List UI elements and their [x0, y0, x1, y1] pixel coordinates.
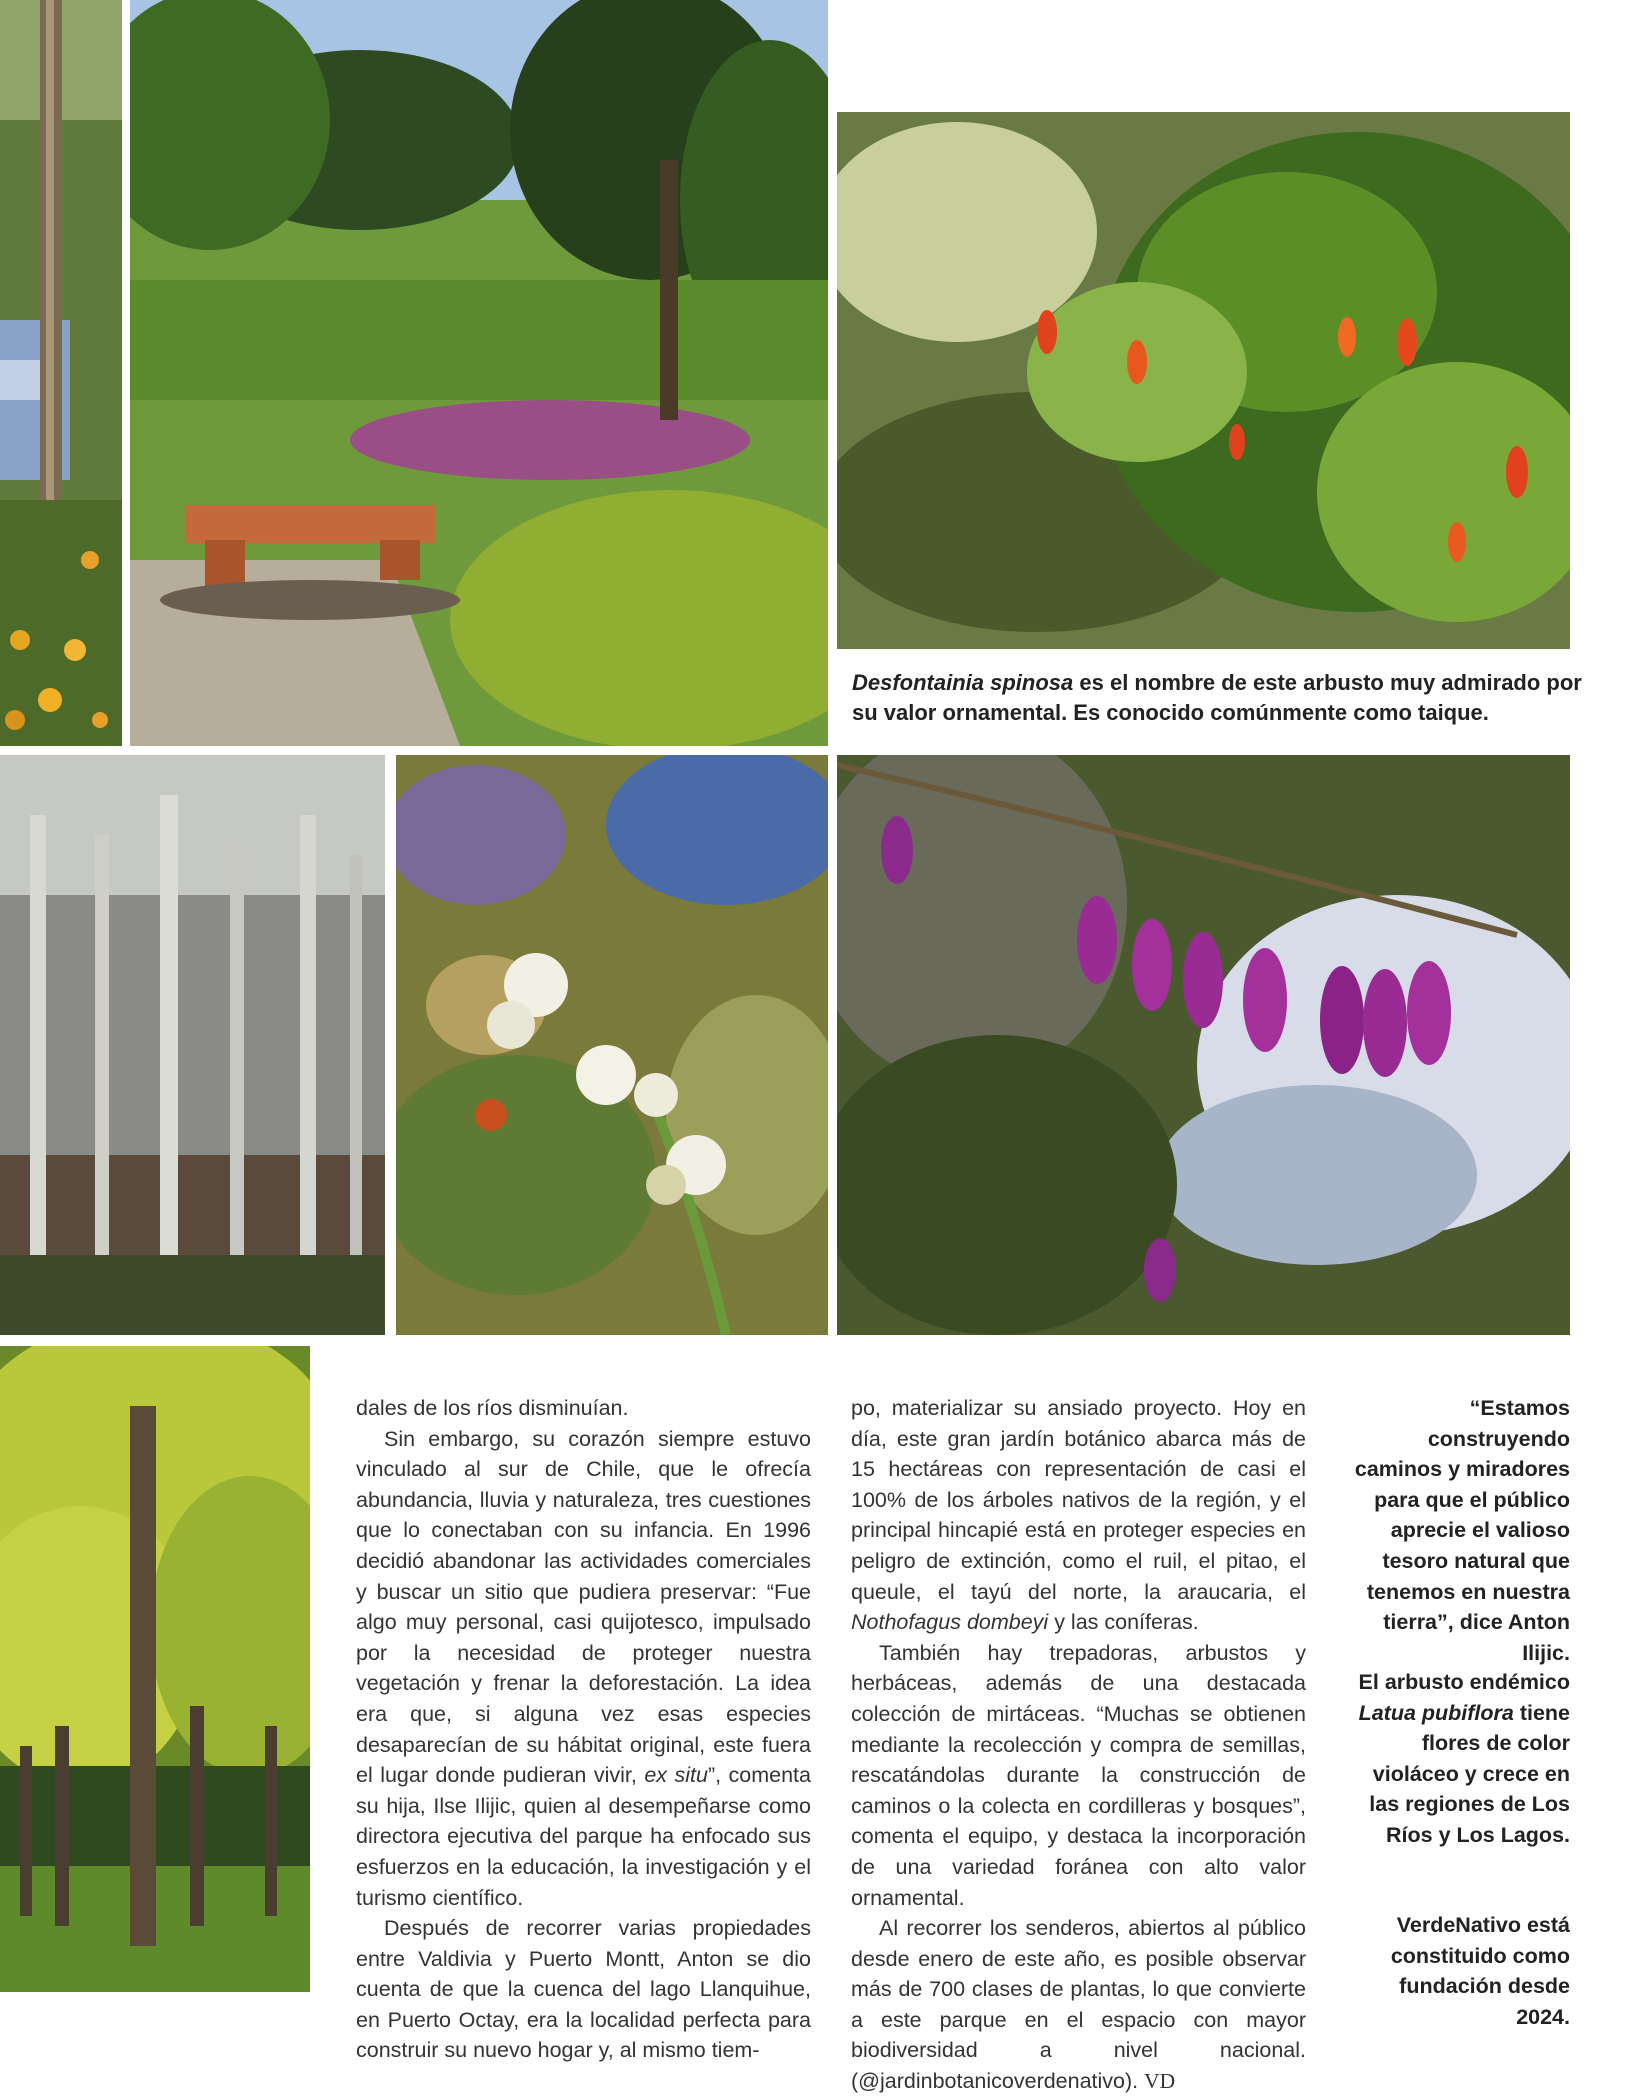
article-text: po, materializar su ansiado proyecto. Hoy en día, este gran jardín botánico abarca más de 15 hectáreas con representación de casi el 100% de los árboles nativos de la región, y el principal hincapié está en proteger especies en peligro de extinción, como el ruil, el pitao, el queule, el tayú del norte, la araucaria, el [851, 1396, 1306, 1604]
caption-species: Desfontainia spinosa [852, 670, 1074, 695]
article-paragraph: Después de recorrer varias propiedades entre Valdivia y Puerto Montt, Anton se dio cuenta de que la cuenca del lago Llanquihue, en Puerto Octay, era la localidad perfecta para construir su nuevo hogar y, al mismo tiem- [356, 1916, 811, 2063]
latua-note-text: tiene flores de color violáceo y crece en las regiones de Los Ríos y Los Lagos. [1369, 1700, 1570, 1847]
article-italic: Nothofagus dombeyi [851, 1610, 1049, 1635]
article-text: ”, comenta su hija, Ilse Ilijic, quien al desempeñarse como directora ejecutiva del parque ha enfocado sus esfuerzos en la educación, la investigación y el turismo científico. [356, 1763, 811, 1910]
green-trees-photo [0, 1346, 310, 1992]
latua-note [1352, 1667, 1570, 1851]
bare-forest-photo [0, 755, 385, 1335]
latua-flowers-photo [837, 755, 1570, 1335]
pull-quote: “Estamos construyendo caminos y miradores para que el público aprecie el valioso tesoro natural que tenemos en nuestra tierra”, dice Anton Ilijic. [1354, 1396, 1570, 1665]
end-signature: VD [1144, 2069, 1176, 2094]
article-paragraph [851, 1393, 1306, 1638]
article-column-2 [851, 1393, 1306, 2097]
taique-shrub-photo [837, 112, 1570, 649]
white-flower-photo [396, 755, 828, 1335]
photo-caption [852, 668, 1582, 728]
article-paragraph: También hay trepadoras, arbustos y herbáceas, además de una destacada colección de mirtáceas. “Muchas se obtienen mediante la recolección y compra de semillas, rescatándolas durante la construcción de caminos o la colecta en cordilleras y bosques”, comenta el equipo, y destaca la incorporación de una variedad foránea con alto valor ornamental. [851, 1640, 1306, 1910]
article-italic: ex situ [644, 1763, 708, 1788]
article-text: Al recorrer los senderos, abiertos al público desde enero de este año, es posible observar más de 700 clases de plantas, lo que convierte a este parque en el espacio con mayor biodiversidad a nivel nacional. (@jardinbotanicoverdenativo). [851, 1916, 1306, 2094]
foundation-note: VerdeNativo está constituido como fundación desde 2024. [1390, 1913, 1570, 2029]
caption-text: es el nombre de este arbusto muy admirado por su valor ornamental. Es conocido comúnmente como taique. [852, 670, 1582, 725]
article-text: Sin embargo, su corazón siempre estuvo vinculado al sur de Chile, que le ofrecía abundancia, lluvia y naturaleza, tres cuestiones que lo conectaban con su infancia. En 1996 decidió abandonar las actividades comerciales y buscar un sitio que pudiera preservar: “Fue algo muy personal, casi quijotesco, impulsado por la necesidad de proteger nuestra vegetación y frenar la deforestación. La idea era que, si alguna vez esas especies desaparecían de su hábitat original, este fuera el lugar donde pudieran vivir, [356, 1426, 811, 1788]
article-paragraph: dales de los ríos disminuían. [356, 1396, 629, 1420]
latua-note-text: El arbusto endémico [1358, 1670, 1570, 1694]
article-paragraph [851, 1913, 1306, 2097]
article-column-1 [356, 1393, 811, 2066]
article-text: y las coníferas. [1048, 1610, 1199, 1635]
lake-tree-photo [0, 0, 122, 746]
latua-species: Latua pubiflora [1358, 1700, 1514, 1725]
garden-bench-photo [130, 0, 828, 746]
article-paragraph [356, 1424, 811, 1914]
